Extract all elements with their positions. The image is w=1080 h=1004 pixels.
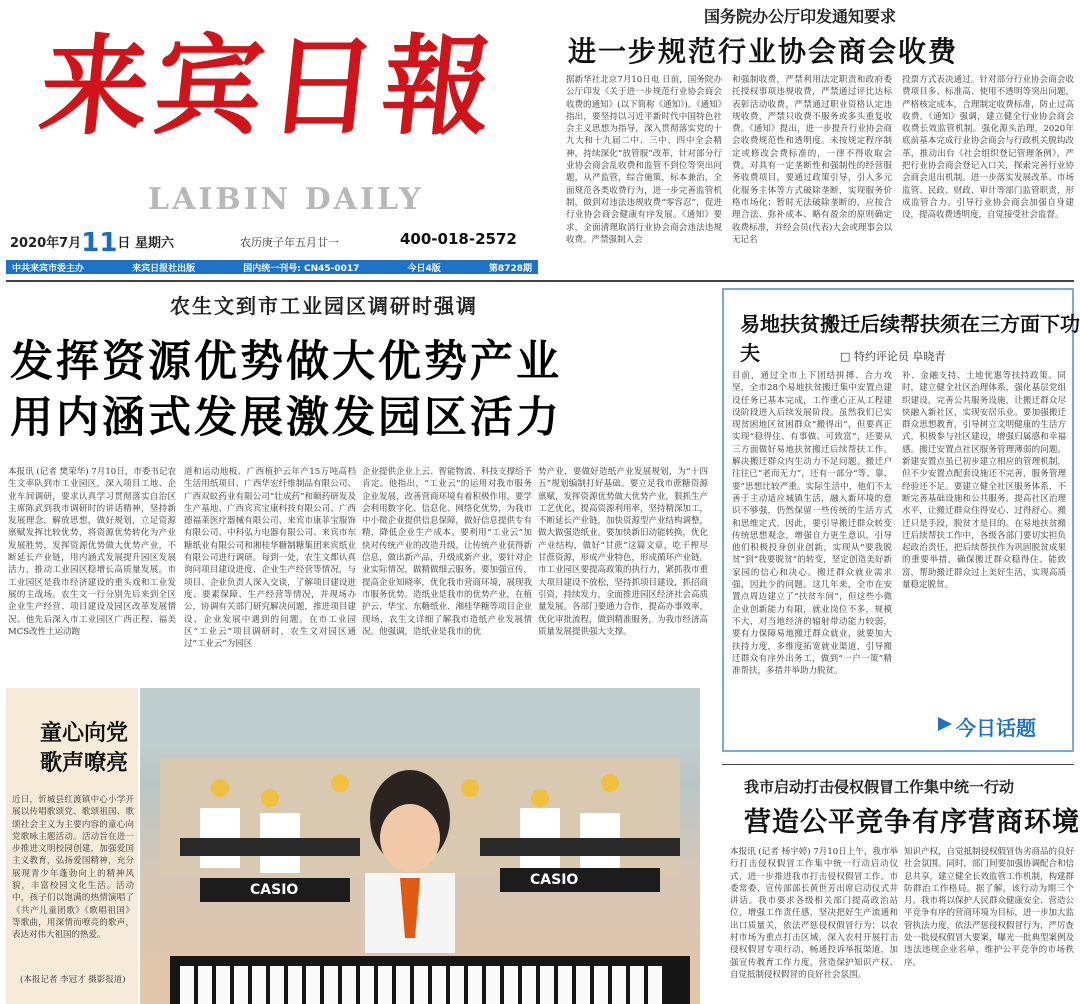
bottom-story-headline: 营造公平竞争有序营商环境	[744, 807, 1080, 838]
date-prefix: 2020年7月	[10, 236, 82, 251]
photo-title-line1: 童心向党	[40, 720, 129, 746]
commentary-col1: 目前，通过全市上下团结拼搏、合力攻坚，全市28个易地扶贫搬迁集中安置点建设任务已基本完成，工作重心正从工程建设阶段进入后续发展阶段。虽然我们已实现贫困地区贫困群众“搬得出”，但要真正实现“稳得住、有事做、可致富”，还要从三方面做好易地扶贫搬迁后续帮扶工作。解决搬迁群众内生动力不足问题。搬迁户往往已“老而无力”，还有一部分“等、靠、要”思想比较严重。实际生活中，他们不太善于主动适应城镇生活，融入新环境的意识不够强，仍然保留一些传统的生活方式和思维定式。因此，要引导搬迁群众转变传统思想观念，增强自力更生意识，引导他们积极投身创业创新，实现从“要我脱贫”到“我要脱贫”的转变，坚定创造美好新家园的信心和决心。搬迁群众就业需求强，因此少的问题。这几年来，全市在安置点周边建立了“扶贫车间”，但这些小微企业创新能力有限，就业岗位不多，规模不大，对当地经济的辐射带动能力较弱，要有力保障易地搬迁群众就业，就要加大扶持力度，多维度拓宽就业渠道，引导搬迁群众有序外出务工，做到“一户一策”精准帮扶，多措并举助力脱贫。	[732, 371, 892, 677]
bottom-story-col2: 知识产权，自觉抵制侵权假冒伪劣商品的良好社会氛围。同时，部门间要加强协调配合和信息共享，建立健全长效监管工作机制，构建群防群治工作格局。据了解，该行动为期三个月。我市将以保护人民群众健康安全、营造公平竞争有序的营商环境为目标，进一步加大监管执法力度，依法严惩侵权假冒行为，严厉查处一批侵权假冒大要案，曝光一批典型案例及违法违规企业名单，维护公平竞争的市场秩序。	[904, 847, 1074, 968]
commentary-byline: □ 特约评论员 阜晓青	[840, 350, 946, 363]
lead-story-col1: 本报讯 (记者 樊荣华) 7月10日，市委书记农生文率队到市工业园区，深入项目工地、企业车间调研，要求认真学习贯彻落实自治区主席陈武到我市调研时的讲话精神，坚持新发展理念，解放思想，做好规划，立足资源禀赋发挥比较优势，将资源优势转化为产业发展胜势，发挥资源优势做大优势产业，不断延长产业链，用内涵式发展提升园区发展活力，推动工业园区稳增长高质量发展。市工业园区是我市经济建设的重头戏和工业发展的主战场。农生文一行分别先后来到全区企业生产经营、项目建设及园区改革发展情况。他先后深入市工业园区广西正程、福美MCS改性土运动跑	[8, 467, 176, 637]
lead-story-col4: 势产业，要做好造纸产业发展规划，为“十四五”规划编制打好基础。要立足我市蔗糖资源禀赋，发挥资源优势做大优势产业，狠抓生产工艺优化，提高资源利用率，坚持精深加工，不断延长产业链，加快资源型产业结构调整，做大做强造纸业。要加快新旧动能转换，优化产业结构，做好“甘蔗”这篇文章，吃干榨尽甘蔗资源，形成产业特色，形成循环产业链。市工业园区要提高政策的执行力，紧抓我市重大项目建设不放松，坚持抓项目建设，抓招商引资，持续发力，全面推进园区经济社会高质量发展。各部门要通力合作，提高办事效率，优化审批流程，做到精准服务，为我市经济高质量发展提供强大支撑。	[538, 467, 708, 637]
info-bar	[6, 260, 538, 274]
lunar-date: 农历庚子年五月廿一	[240, 236, 339, 249]
newspaper-latin-name: LAIBIN DAILY	[148, 182, 424, 217]
news-photo-children-keyboards	[140, 688, 700, 1004]
lead-story-headline	[10, 334, 562, 446]
photo-title-line2: 歌声嘹亮	[40, 750, 129, 776]
lead-story-col3: 企业提供企业上云、智能物流、科技支撑给予肯定。他指出，“工业云”的运用对我市服务企业发展，改善营商环境有着积极作用，要学会利用数字化、信息化、网络化优势，为我市中小微企业提供信息保障，做好信息提供专有精，降低企业生产成本。要利用“工业云”加快对传统产业的改造升级，让传统产业获得新信息，做出新产品，升级成新产业，要针对企业实际情况，做精做细云服务。要加强宣传，提高企业知晓率，优化我市营商环境，展现我市服务优势。造纸业是我市的优势产业，在植护云、华宝、东糖纸业、湘桂华糖等项目企业现场，农生文详细了解我市造纸产业发展情况。他强调，造纸业是我市的优	[362, 467, 532, 637]
top-story-headline: 进一步规范行业协会商会收费	[568, 35, 959, 68]
today-topic-icon	[938, 716, 948, 726]
photo-caption-body: 近日，忻城县红渡镇中心小学开展以传唱歌颂党、歌颂祖国、歌颂社会主义为主要内容的童心向党歌咏主题活动。活动旨在进一步推进文明校园创建，加强爱国主义教育，弘扬爱国精神，充分展现青少年蓬勃向上的精神风貌，丰富校园文化生活。活动中，孩子们以饱满的热情演唱了《共产儿童团歌》《歌唱祖国》等歌曲，用深情而嘹亮的歌声，表达对伟大祖国的热爱。	[12, 795, 134, 941]
newspaper-logo: 来宾日報	[34, 24, 504, 150]
bottom-story-col1: 本报讯 (记者 杨宇婷) 7月10日上午，我市举行打击侵权假冒工作集中统一行动启动仪式，进一步推进我市打击侵权假冒工作。市委常委、宣传部部长黄世芳出席启动仪式并讲话。我市要求各级相关部门提高政治站位，增强工作责任感，坚决把好生产流通和出口质量关，依法严惩侵权假冒行为；以农村市场为重点打击区域，深入农村开展打击侵权假冒专项行动，畅通投诉举报渠道，加强宣传教育工作力度，营造保护知识产权、自觉抵制侵权假冒的良好社会氛围。	[730, 847, 898, 980]
divider	[6, 280, 1074, 282]
info-item: 中共来宾市委主办	[12, 263, 85, 274]
hotline-number: 400-018-2572	[400, 230, 517, 248]
info-item: 国内统一刊号: CN45-0017	[243, 263, 360, 274]
top-story-col2: 和强制收费，严禁利用法定职责和政府委托授权事项违规收费，严禁通过评比达标表彰活动收费，严禁通过职业资格认定违规收费，严禁只收费不服务或多头重复收费。《通知》提出，进一步提升行业协会商会收费规范性和透明度。未按规定程序制定或修改会费标准的，一律不得收取会费。对具有一定垄断性和强制性的经营服务收费项目，要通过政策引导，引入多元化服务主体等方式破除垄断，实现服务价格市场化；暂时无法破除垄断的，应按合理合法、弥补成本、略有盈余的原则确定收费标准，并经会员(代表)大会或理事会以无记名	[732, 75, 892, 245]
photo-story-title	[40, 718, 128, 778]
date-suffix: 日 星期六	[117, 236, 174, 251]
lead-headline-line1: 发挥资源优势做大优势产业	[10, 337, 562, 387]
lead-story-kicker: 农生文到市工业园区调研时强调	[170, 294, 478, 318]
date-day: 11	[81, 228, 118, 258]
top-story-col3: 投票方式表决通过。针对部分行业协会商会收费项目多、标准高、使用不透明等突出问题，严格核定成本，合理制定收费标准，防止过高收费。《通知》强调，建立健全行业协会商会收费长效监管机制。强化源头治理，2020年底前基本完成行业协会商会与行政机关脱钩改革，推动出台《社会组织登记管理条例》，严把行业协会商会登记入口关，探索完善行业协会商会退出机制。进一步落实发展改革、市场监管、民政、财政、审计等部门监管职责，形成监管合力。引导行业协会商会加强自身建设，提高收费透明度，自觉接受社会监督。	[902, 75, 1074, 221]
issue-date	[10, 228, 174, 258]
photo-credit: (本报记者 李冠才 摄影报道)	[20, 975, 126, 985]
top-story-kicker: 国务院办公厅印发通知要求	[704, 7, 897, 26]
lead-story-col2: 道和运动地板、广西植护云年产15万吨高档生活用纸项目、广西华宏纤维制品有限公司、广西双蚁药业有限公司“壮成药”和颐药研发及生产基地、广西宾宾宝康科技有限公司、广西德福莱医疗器械有限公司、来宾市康菲宝服饰有限公司、中科弘力电器有限公司、来宾市东糖纸业有限公司和湘桂华糖制糖集团来宾纸业有限公司进行调研。每到一处，农生文都认真询问项目建设进度、企业生产经营等情况，与项目、企业负责人深入交谈，了解项目建设进度、要素保障、生产经营等情况，并现场办公，协调有关部门研究解决问题，推进项目建设、企业发展中遇到的问题。在市工业园区“工业云”项目调研时，农生文对园区通过“工业云”为园区	[184, 467, 356, 650]
lead-headline-line2: 用内涵式发展激发园区活力	[10, 393, 562, 443]
commentary-col2: 补、金融支持、土地优惠等扶持政策。同时，建立健全社区治理体系，强化基层党组织建设，完善公共服务设施，让搬迁群众尽快融入新社区，实现安居乐业。要加强搬迁群众思想教育，引导树立文明健康的生活方式，积极参与社区建设，增强归属感和幸福感。搬迁安置点社区服务管理薄弱的问题。新建安置点虽已初步建立相应的管理机制，但不少安置点配套设施还不完善，服务管理经验还不足。要建立健全社区服务体系，不断完善基础设施和公共服务，提高社区治理水平，让搬迁群众住得安心、过得舒心。搬迁只是手段，脱贫才是目的。在易地扶贫搬迁后续帮扶工作中，各级各部门要切实担负起政治责任，把后续帮扶作为巩固脱贫成果的重要举措，确保搬迁群众稳得住、能致富，帮助搬迁群众过上美好生活，实现高质量稳定脱贫。	[902, 371, 1066, 591]
divider	[722, 764, 1074, 765]
top-story-col1: 据新华社北京7月10日电 日前，国务院办公厅印发《关于进一步规范行业协会商会收费的通知》(以下简称《通知》)。《通知》指出，要坚持以习近平新时代中国特色社会主义思想为指导，深入贯彻落实党的十九大和十九届二中、三中、四中全会精神，持续深化“放管服”改革，针对部分行业协会商会乱收费和监管不到位等突出问题，从严监管，综合施策，标本兼治，全面规范各类收费行为，进一步完善监管机制，做到对违法违规收费“零容忍”，促进行业协会商会健康有序发展。《通知》要求，全面清理取消行业协会商会违法违规收费。严禁强制入会	[566, 75, 722, 245]
today-topic-label: 今日话题	[956, 716, 1036, 740]
info-item: 第8728期	[488, 263, 532, 274]
keyboard-brand-label: CASIO	[530, 872, 579, 888]
commentary-title: 易地扶贫搬迁后续帮扶须在三方面下功夫	[740, 312, 1080, 365]
info-item: 今日4版	[407, 263, 441, 274]
keyboard-brand-label: CASIO	[250, 882, 299, 898]
bottom-story-kicker: 我市启动打击侵权假冒工作集中统一行动	[744, 778, 1015, 796]
info-item: 来宾日报社出版	[132, 263, 196, 274]
